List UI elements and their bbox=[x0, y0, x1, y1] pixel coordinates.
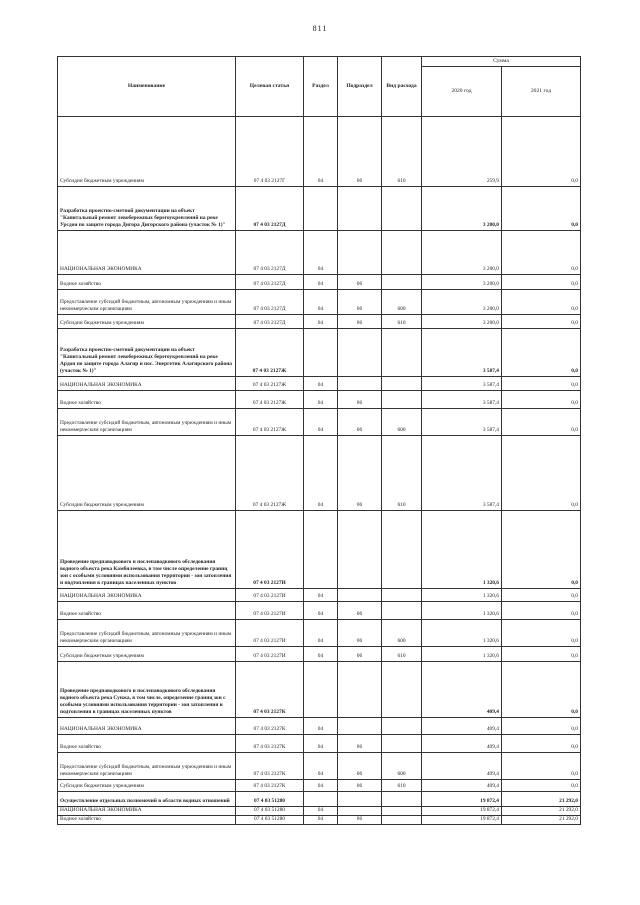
row-target-article: 07 4 03 2127Д bbox=[236, 315, 304, 329]
row-amount-2021: 0,0 bbox=[502, 511, 581, 589]
row-amount-2021: 21 292,0 bbox=[502, 816, 581, 825]
row-target-article: 07 4 03 2127К bbox=[236, 735, 304, 753]
row-subsection bbox=[338, 511, 382, 589]
row-target-article: 07 4 03 2127Ж bbox=[236, 436, 304, 511]
row-subsection bbox=[338, 662, 382, 718]
row-section: 04 bbox=[304, 315, 338, 329]
row-name: Разработка проектно-сметной документации на объект "Капитальный ремонт левобережных берегоукреплений на реке Ардон по защите города Алагир и пос. Энергетик Алагирского района (участок № 1)" bbox=[58, 329, 236, 377]
row-name: Предоставление субсидий бюджетным, автономным учреждениям и иным некоммерческим организациям bbox=[58, 620, 236, 647]
row-expense-type bbox=[382, 187, 422, 231]
row-amount-2021: 0,0 bbox=[502, 753, 581, 780]
row-amount-2021: 0,0 bbox=[502, 231, 581, 275]
row-amount-2021: 0,0 bbox=[502, 290, 581, 315]
row-target-article: 07 4 03 2127Г bbox=[236, 117, 304, 187]
row-name: Водное хозяйство bbox=[58, 391, 236, 409]
row-name: Проведение предпаводкового и послепаводкового обследования водного объекта река Сунжа, в том числе, определение границ зон с особыми условиями использования территории - зон затопления и подтопления в границах населенных пунктов bbox=[58, 662, 236, 718]
row-section: 04 bbox=[304, 377, 338, 391]
row-amount-2020: 3 587,4 bbox=[422, 391, 502, 409]
row-expense-type bbox=[382, 589, 422, 602]
row-expense-type bbox=[382, 792, 422, 807]
table-row bbox=[58, 275, 581, 290]
row-amount-2020: 409,4 bbox=[422, 753, 502, 780]
row-amount-2021: 0,0 bbox=[502, 187, 581, 231]
header-expense-type: Вид расхода bbox=[382, 57, 422, 117]
row-target-article: 07 4 03 51280 bbox=[236, 807, 304, 816]
row-amount-2021: 0,0 bbox=[502, 117, 581, 187]
row-amount-2020: 1 320,6 bbox=[422, 511, 502, 589]
row-expense-type bbox=[382, 275, 422, 290]
row-subsection: 06 bbox=[338, 436, 382, 511]
row-subsection: 06 bbox=[338, 409, 382, 436]
row-expense-type: 600 bbox=[382, 409, 422, 436]
row-amount-2020: 1 320,6 bbox=[422, 602, 502, 620]
row-subsection bbox=[338, 807, 382, 816]
row-section bbox=[304, 329, 338, 377]
header-year-2020: 2020 год bbox=[422, 67, 502, 117]
row-amount-2021: 0,0 bbox=[502, 275, 581, 290]
row-section: 04 bbox=[304, 231, 338, 275]
table-body bbox=[58, 117, 581, 825]
table-row bbox=[58, 436, 581, 511]
row-target-article: 07 4 03 2127Д bbox=[236, 290, 304, 315]
row-amount-2020: 3 200,0 bbox=[422, 290, 502, 315]
row-expense-type bbox=[382, 807, 422, 816]
row-expense-type: 610 bbox=[382, 315, 422, 329]
header-section: Раздел bbox=[304, 57, 338, 117]
row-amount-2021: 0,0 bbox=[502, 647, 581, 662]
row-name: Водное хозяйство bbox=[58, 816, 236, 825]
table-row bbox=[58, 391, 581, 409]
row-section: 04 bbox=[304, 807, 338, 816]
row-amount-2021: 0,0 bbox=[502, 780, 581, 792]
row-subsection: 06 bbox=[338, 602, 382, 620]
row-target-article: 07 4 03 2127К bbox=[236, 753, 304, 780]
row-subsection: 06 bbox=[338, 315, 382, 329]
header-year-2021: 2021 год bbox=[502, 67, 581, 117]
header-subsection: Подраздел bbox=[338, 57, 382, 117]
row-subsection: 06 bbox=[338, 735, 382, 753]
row-section: 04 bbox=[304, 275, 338, 290]
row-amount-2021: 0,0 bbox=[502, 589, 581, 602]
row-section: 04 bbox=[304, 735, 338, 753]
row-name: Водное хозяйство bbox=[58, 275, 236, 290]
table-row bbox=[58, 377, 581, 391]
row-subsection: 06 bbox=[338, 391, 382, 409]
row-amount-2021: 21 292,0 bbox=[502, 807, 581, 816]
row-amount-2021: 0,0 bbox=[502, 662, 581, 718]
row-target-article: 07 4 03 2127Ж bbox=[236, 409, 304, 436]
row-section: 04 bbox=[304, 718, 338, 735]
table-row bbox=[58, 602, 581, 620]
row-amount-2020: 19 872,4 bbox=[422, 807, 502, 816]
row-name: Субсидии бюджетным учреждениям bbox=[58, 436, 236, 511]
row-section: 04 bbox=[304, 436, 338, 511]
row-amount-2020: 3 587,4 bbox=[422, 409, 502, 436]
row-subsection: 06 bbox=[338, 816, 382, 825]
row-target-article: 07 4 03 51280 bbox=[236, 816, 304, 825]
row-target-article: 07 4 03 2127Д bbox=[236, 187, 304, 231]
row-name: Предоставление субсидий бюджетным, автономным учреждениям и иным некоммерческим организациям bbox=[58, 753, 236, 780]
row-section: 04 bbox=[304, 290, 338, 315]
table-row bbox=[58, 780, 581, 792]
row-name: Проведение предпаводкового и послепаводкового обследования водного объекта река Камбилеевка, в том числе определение границ зон с особыми условиями использования территории - зон затопления и подтопления в границах населенных пунктов bbox=[58, 511, 236, 589]
table-row bbox=[58, 290, 581, 315]
row-subsection bbox=[338, 718, 382, 735]
row-amount-2020: 3 200,0 bbox=[422, 275, 502, 290]
table-row bbox=[58, 647, 581, 662]
row-subsection: 06 bbox=[338, 117, 382, 187]
row-name: Субсидии бюджетным учреждениям bbox=[58, 647, 236, 662]
row-subsection bbox=[338, 187, 382, 231]
table-row bbox=[58, 409, 581, 436]
row-section: 04 bbox=[304, 780, 338, 792]
row-section bbox=[304, 187, 338, 231]
row-section: 04 bbox=[304, 589, 338, 602]
row-expense-type: 610 bbox=[382, 117, 422, 187]
row-amount-2020: 3 587,4 bbox=[422, 377, 502, 391]
row-subsection: 06 bbox=[338, 620, 382, 647]
row-amount-2020: 409,4 bbox=[422, 780, 502, 792]
row-name: НАЦИОНАЛЬНАЯ ЭКОНОМИКА bbox=[58, 807, 236, 816]
row-target-article: 07 4 03 2127Ж bbox=[236, 329, 304, 377]
table-row bbox=[58, 329, 581, 377]
row-expense-type bbox=[382, 511, 422, 589]
row-amount-2021: 0,0 bbox=[502, 377, 581, 391]
row-expense-type bbox=[382, 735, 422, 753]
row-subsection: 06 bbox=[338, 275, 382, 290]
header-name: Наименование bbox=[58, 57, 236, 117]
row-amount-2021: 0,0 bbox=[502, 620, 581, 647]
row-amount-2020: 409,4 bbox=[422, 735, 502, 753]
row-name: НАЦИОНАЛЬНАЯ ЭКОНОМИКА bbox=[58, 377, 236, 391]
row-amount-2020: 1 320,6 bbox=[422, 620, 502, 647]
row-amount-2020: 19 872,4 bbox=[422, 816, 502, 825]
row-amount-2021: 0,0 bbox=[502, 409, 581, 436]
row-section: 04 bbox=[304, 602, 338, 620]
row-name: Осуществление отдельных полномочий в области водных отношений bbox=[58, 792, 236, 807]
row-expense-type bbox=[382, 816, 422, 825]
table-row bbox=[58, 231, 581, 275]
row-target-article: 07 4 03 2127Ж bbox=[236, 377, 304, 391]
table-row bbox=[58, 662, 581, 718]
row-target-article: 07 4 03 2127К bbox=[236, 662, 304, 718]
row-expense-type: 600 bbox=[382, 753, 422, 780]
row-target-article: 07 4 03 2127И bbox=[236, 620, 304, 647]
table-row bbox=[58, 315, 581, 329]
row-amount-2020: 409,4 bbox=[422, 662, 502, 718]
table-row bbox=[58, 511, 581, 589]
row-subsection bbox=[338, 231, 382, 275]
row-section: 04 bbox=[304, 391, 338, 409]
row-amount-2020: 3 587,4 bbox=[422, 329, 502, 377]
row-expense-type bbox=[382, 391, 422, 409]
row-target-article: 07 4 03 2127К bbox=[236, 718, 304, 735]
row-amount-2021: 0,0 bbox=[502, 436, 581, 511]
row-amount-2020: 1 320,6 bbox=[422, 589, 502, 602]
row-expense-type bbox=[382, 377, 422, 391]
row-subsection: 06 bbox=[338, 290, 382, 315]
row-subsection: 06 bbox=[338, 647, 382, 662]
row-section bbox=[304, 662, 338, 718]
row-target-article: 07 4 03 2127Д bbox=[236, 275, 304, 290]
row-amount-2021: 0,0 bbox=[502, 718, 581, 735]
row-amount-2021: 0,0 bbox=[502, 602, 581, 620]
row-expense-type bbox=[382, 662, 422, 718]
row-expense-type: 600 bbox=[382, 290, 422, 315]
row-amount-2020: 259,9 bbox=[422, 117, 502, 187]
row-name: Предоставление субсидий бюджетным, автономным учреждениям и иным некоммерческим организациям bbox=[58, 290, 236, 315]
row-name: НАЦИОНАЛЬНАЯ ЭКОНОМИКА bbox=[58, 718, 236, 735]
row-target-article: 07 4 03 2127И bbox=[236, 511, 304, 589]
row-subsection: 06 bbox=[338, 753, 382, 780]
table-row bbox=[58, 816, 581, 825]
row-amount-2021: 0,0 bbox=[502, 391, 581, 409]
table-row bbox=[58, 117, 581, 187]
row-subsection bbox=[338, 377, 382, 391]
row-name: Субсидии бюджетным учреждениям bbox=[58, 315, 236, 329]
row-name: Разработка проектно-сметной документации на объект "Капитальный ремонт левобережных берегоукреплений на реке Урсдон по защите города Дигора Дигорского района (участок № 1)" bbox=[58, 187, 236, 231]
row-target-article: 07 4 03 2127Ж bbox=[236, 391, 304, 409]
row-name: НАЦИОНАЛЬНАЯ ЭКОНОМИКА bbox=[58, 231, 236, 275]
table-row bbox=[58, 807, 581, 816]
row-section bbox=[304, 792, 338, 807]
table-row bbox=[58, 589, 581, 602]
row-section: 04 bbox=[304, 647, 338, 662]
row-subsection bbox=[338, 329, 382, 377]
header-sum: Сумма bbox=[422, 57, 581, 67]
row-amount-2021: 0,0 bbox=[502, 735, 581, 753]
table-row bbox=[58, 792, 581, 807]
row-target-article: 07 4 03 2127И bbox=[236, 589, 304, 602]
row-expense-type: 610 bbox=[382, 647, 422, 662]
row-target-article: 07 4 03 2127И bbox=[236, 602, 304, 620]
row-amount-2020: 3 200,0 bbox=[422, 231, 502, 275]
table-row bbox=[58, 718, 581, 735]
row-section: 04 bbox=[304, 620, 338, 647]
header-target-article: Целевая статья bbox=[236, 57, 304, 117]
row-name: Водное хозяйство bbox=[58, 602, 236, 620]
row-name: Водное хозяйство bbox=[58, 735, 236, 753]
row-subsection: 06 bbox=[338, 780, 382, 792]
row-amount-2020: 409,4 bbox=[422, 718, 502, 735]
row-name: НАЦИОНАЛЬНАЯ ЭКОНОМИКА bbox=[58, 589, 236, 602]
table-row bbox=[58, 620, 581, 647]
row-target-article: 07 4 03 51280 bbox=[236, 792, 304, 807]
table-row bbox=[58, 753, 581, 780]
row-section: 04 bbox=[304, 816, 338, 825]
row-expense-type: 600 bbox=[382, 620, 422, 647]
row-subsection bbox=[338, 792, 382, 807]
row-expense-type bbox=[382, 329, 422, 377]
row-name: Субсидии бюджетным учреждениям bbox=[58, 117, 236, 187]
row-subsection bbox=[338, 589, 382, 602]
row-amount-2020: 19 872,4 bbox=[422, 792, 502, 807]
row-amount-2021: 21 292,0 bbox=[502, 792, 581, 807]
row-expense-type: 610 bbox=[382, 780, 422, 792]
row-amount-2020: 3 587,4 bbox=[422, 436, 502, 511]
row-section: 04 bbox=[304, 753, 338, 780]
row-expense-type bbox=[382, 231, 422, 275]
row-amount-2021: 0,0 bbox=[502, 315, 581, 329]
row-amount-2021: 0,0 bbox=[502, 329, 581, 377]
row-target-article: 07 4 03 2127К bbox=[236, 780, 304, 792]
budget-table bbox=[57, 56, 581, 825]
row-expense-type bbox=[382, 718, 422, 735]
row-section bbox=[304, 511, 338, 589]
table-row bbox=[58, 735, 581, 753]
row-amount-2020: 3 200,0 bbox=[422, 187, 502, 231]
table-row bbox=[58, 187, 581, 231]
row-section: 04 bbox=[304, 409, 338, 436]
row-target-article: 07 4 03 2127И bbox=[236, 647, 304, 662]
page-number: 811 bbox=[312, 24, 328, 33]
row-name: Субсидии бюджетным учреждениям bbox=[58, 780, 236, 792]
row-expense-type bbox=[382, 602, 422, 620]
row-name: Предоставление субсидий бюджетным, автономным учреждениям и иным некоммерческим организациям bbox=[58, 409, 236, 436]
row-amount-2020: 1 320,6 bbox=[422, 647, 502, 662]
row-target-article: 07 4 03 2127Д bbox=[236, 231, 304, 275]
row-expense-type: 610 bbox=[382, 436, 422, 511]
row-section: 04 bbox=[304, 117, 338, 187]
row-amount-2020: 3 200,0 bbox=[422, 315, 502, 329]
